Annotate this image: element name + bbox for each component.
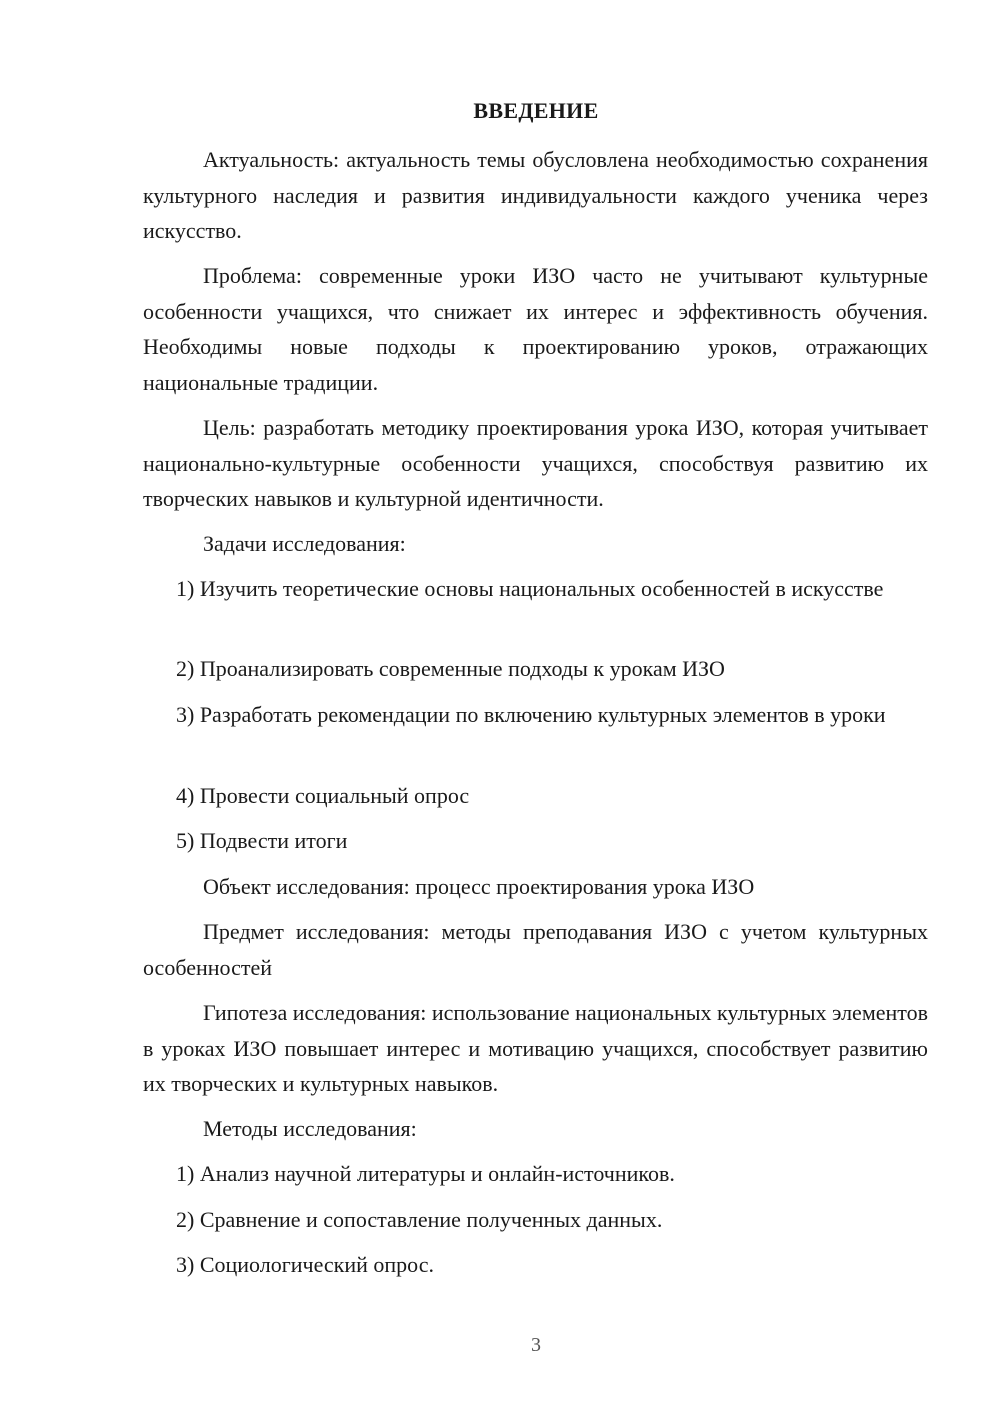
- paragraph-hypothesis: Гипотеза исследования: использование национальных культурных элементов в уроках ИЗО повышает интерес и мотивацию учащихся, способствует развитию их творческих и культурных навыков.: [143, 1000, 928, 1096]
- page-title: ВВЕДЕНИЕ: [473, 98, 599, 123]
- task-item-5: 5) Подвести итоги: [176, 828, 348, 853]
- paragraph-goal: Цель: разработать методику проектирования урока ИЗО, которая учитывает национально-культурные особенности учащихся, способствуя развитию их творческих навыков и культурной идентичности.: [143, 415, 928, 511]
- methods-heading: Методы исследования:: [203, 1116, 417, 1141]
- paragraph-problem: Проблема: современные уроки ИЗО часто не учитывают культурные особенности учащихся, что снижает их интерес и эффективность обучения. Необходимы новые подходы к проектированию уроков, отражающих национальные традиции.: [143, 263, 928, 395]
- task-item-3: 3) Разработать рекомендации по включению культурных элементов в уроки: [176, 702, 886, 727]
- tasks-heading: Задачи исследования:: [203, 531, 406, 556]
- paragraph-object: Объект исследования: процесс проектирования урока ИЗО: [203, 874, 755, 899]
- method-item-1: 1) Анализ научной литературы и онлайн-источников.: [176, 1161, 675, 1186]
- page-number: 3: [531, 1334, 541, 1356]
- method-item-3: 3) Социологический опрос.: [176, 1252, 434, 1277]
- paragraph-subject: Предмет исследования: методы преподавания ИЗО с учетом культурных особенностей: [143, 919, 928, 980]
- method-item-2: 2) Сравнение и сопоставление полученных данных.: [176, 1207, 663, 1232]
- task-item-1: 1) Изучить теоретические основы национальных особенностей в искусстве: [176, 576, 884, 601]
- paragraph-relevance: Актуальность: актуальность темы обусловлена необходимостью сохранения культурного наследия и развития индивидуальности каждого ученика через искусство.: [143, 147, 928, 243]
- task-item-2: 2) Проанализировать современные подходы к урокам ИЗО: [176, 656, 725, 681]
- task-item-4: 4) Провести социальный опрос: [176, 783, 470, 808]
